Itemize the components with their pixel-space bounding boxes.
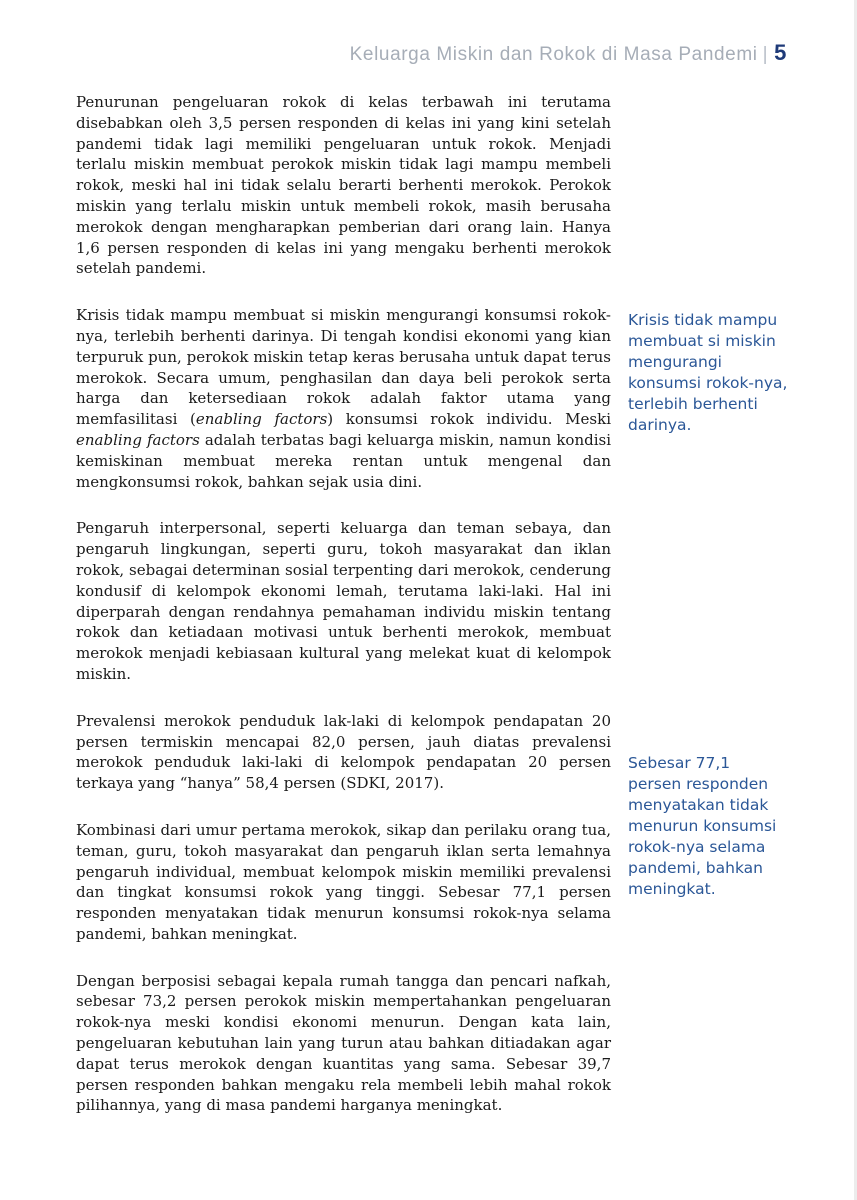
italic-term: enabling factors [195,410,328,429]
paragraph-2 [76,305,611,492]
paragraph-1 [76,92,611,279]
text-segment: Penurunan pengeluaran rokok di kelas terbawah ini terutama disebabkan oleh 3,5 persen responden di kelas ini yang kini setelah pandemi tidak lagi memiliki pengeluaran untuk rokok. Menjadi terlalu miskin membuat perokok miskin tidak lagi mampu membeli rokok, meski hal ini tidak selalu berarti berhenti merokok. Perokok miskin yang terlalu miskin untuk membeli rokok, masih berusaha merokok dengan mengharapkan pemberian dari orang lain. Hanya 1,6 persen responden di kelas ini yang mengaku berhenti merokok setelah pandemi. [76,93,611,278]
paragraph-5 [76,820,611,945]
pull-quote-1: Krisis tidak mampu membuat si miskin mengurangi konsumsi rokok-nya, terlebih berhenti darinya. [628,311,788,434]
page-number: 5 [774,40,787,65]
paragraph-3 [76,518,611,684]
text-segment: Krisis tidak mampu membuat si miskin mengurangi konsumsi rokok-nya, terlebih berhenti darinya. Di tengah kondisi ekonomi yang kian terpuruk pun, perokok miskin tetap keras berusaha untuk dapat terus merokok. Secara umum, penghasilan dan daya beli perokok serta harga dan ketersediaan rokok adalah faktor utama yang memfasilitasi ( [76,306,611,429]
paragraph-6 [76,971,611,1117]
pull-quote-2: Sebesar 77,1 persen responden menyatakan tidak menurun konsumsi rokok-nya selama pandemi, bahkan meningkat. [628,754,777,898]
paragraph-4 [76,711,611,794]
running-header-title: Keluarga Miskin dan Rokok di Masa Pandemi [349,44,758,65]
italic-term: enabling factors [76,430,200,449]
running-header [350,40,787,66]
body-text [76,92,611,1142]
text-segment: Pengaruh interpersonal, seperti keluarga dan teman sebaya, dan pengaruh lingkungan, seperti guru, tokoh masyarakat dan iklan rokok, sebagai determinan sosial terpenting dari merokok, cenderung kondusif di kelompok ekonomi lemah, terutama laki-laki. Hal ini diperparah dengan rendahnya pemahaman individu miskin tentang rokok dan ketiadaan motivasi untuk berhenti merokok, membuat merokok menjadi kebiasaan kultural yang melekat kuat di kelompok miskin. [76,519,611,683]
text-segment: Kombinasi dari umur pertama merokok, sikap dan perilaku orang tua, teman, guru, tokoh masyarakat dan pengaruh iklan serta lemahnya pengaruh individual, membuat kelompok miskin memiliki prevalensi dan tingkat konsumsi rokok yang tinggi. Sebesar 77,1 persen responden menyatakan tidak menurun konsumsi rokok-nya selama pandemi, bahkan meningkat. [76,820,611,943]
text-segment: Dengan berposisi sebagai kepala rumah tangga dan pencari nafkah, sebesar 73,2 persen perokok miskin mempertahankan pengeluaran rokok-nya meski kondisi ekonomi menurun. Dengan kata lain, pengeluaran kebutuhan lain yang turun atau bahkan ditiadakan agar dapat terus merokok dengan kuantitas yang sama. Sebesar 39,7 persen responden bahkan mengaku rela membeli lebih mahal rokok pilihannya, yang di masa pandemi harganya meningkat. [76,971,611,1115]
text-segment: adalah terbatas bagi keluarga miskin, namun kondisi kemiskinan membuat mereka rentan untuk mengenal dan mengkonsumsi rokok, bahkan sejak usia dini. [76,430,611,491]
header-separator: | [762,44,769,65]
text-segment: Prevalensi merokok penduduk lak-laki di kelompok pendapatan 20 persen termiskin mencapai 82,0 persen, jauh diatas prevalensi merokok penduduk laki-laki di kelompok pendapatan 20 persen terkaya yang “hanya” 58,4 persen (SDKI, 2017). [76,711,611,793]
text-segment: ) konsumsi rokok individu. Meski [327,410,611,429]
